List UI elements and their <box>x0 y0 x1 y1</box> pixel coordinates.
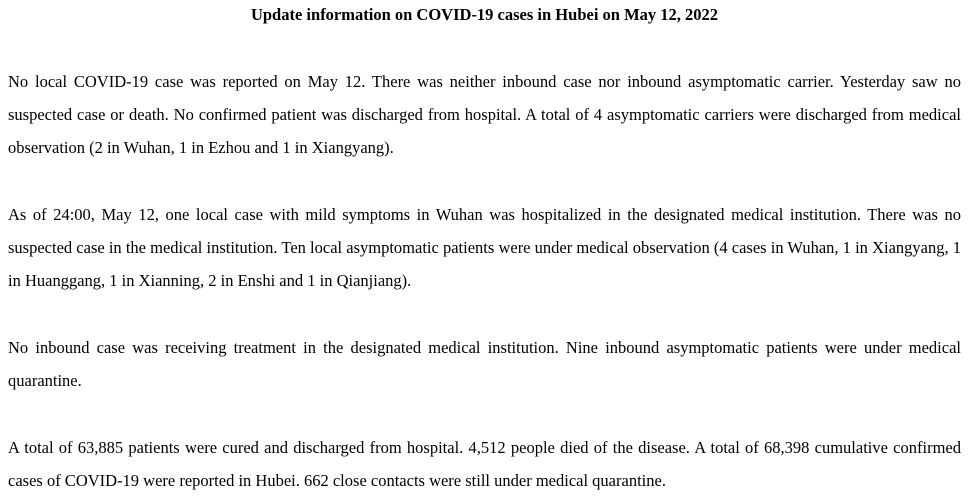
document-title: Update information on COVID-19 cases in Hubei on May 12, 2022 <box>250 5 719 24</box>
paragraph-cumulative-totals: A total of 63,885 patients were cured and discharged from hospital. 4,512 people died of the disease. A total of 68,398 cumulative confirmed cases of COVID-19 were reported in Hubei. 662 close contacts were still under medical quarantine. <box>8 438 961 490</box>
paragraph-inbound-status: No inbound case was receiving treatment in the designated medical institution. Nine inbound asymptomatic patients were under medical quarantine. <box>8 338 961 390</box>
paragraph-hospitalized-status: As of 24:00, May 12, one local case with mild symptoms in Wuhan was hospitalized in the designated medical institution. There was no suspected case in the medical institution. Ten local asymptomatic patients were under medical observation (4 cases in Wuhan, 1 in Xiangyang, 1 in Huanggang, 1 in Xianning, 2 in Enshi and 1 in Qianjiang). <box>8 205 961 290</box>
paragraph-local-cases: No local COVID-19 case was reported on May 12. There was neither inbound case nor inbound asymptomatic carrier. Yesterday saw no suspected case or death. No confirmed patient was discharged from hospital. A total of 4 asymptomatic carriers were discharged from medical observation (2 in Wuhan, 1 in Ezhou and 1 in Xiangyang). <box>8 72 961 157</box>
